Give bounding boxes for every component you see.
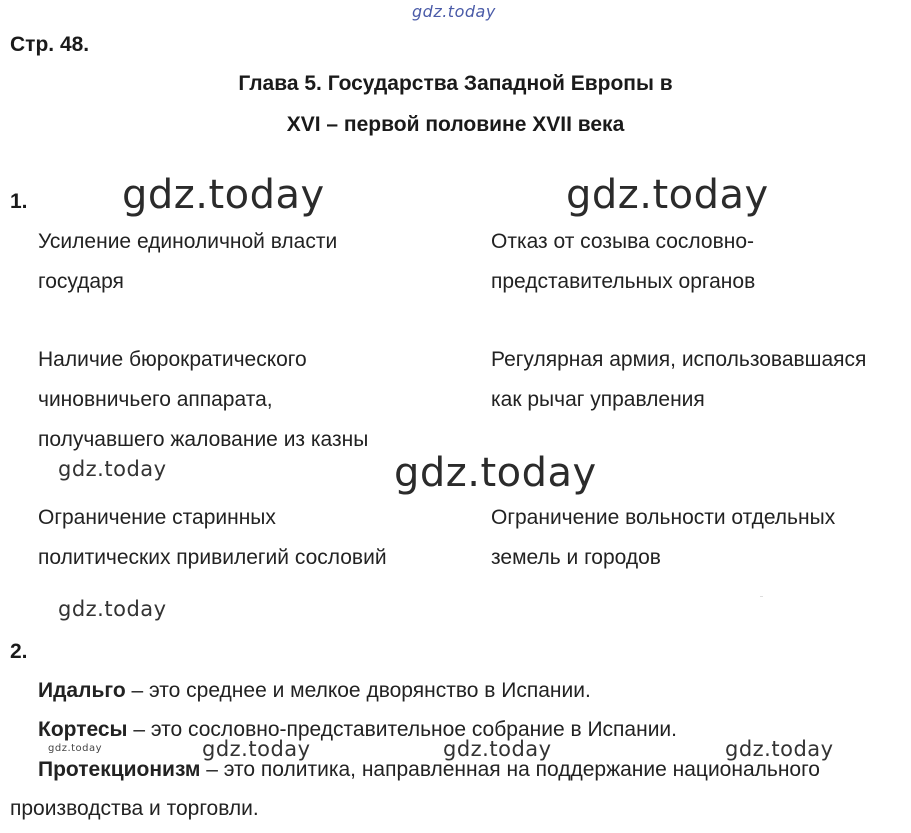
task1-cell <box>491 222 755 302</box>
cell-line: представительных органов <box>491 270 756 293</box>
task2-number: 2. <box>10 640 28 663</box>
watermark-large: gdz.today <box>394 450 597 496</box>
task1-cell <box>38 222 337 302</box>
watermark-medium: gdz.today <box>58 457 167 481</box>
task1-number: 1. <box>10 190 28 213</box>
chapter-title-line1: Глава 5. Государства Западной Европы в <box>238 72 673 95</box>
task1-cell <box>38 340 368 460</box>
watermark-medium: gdz.today <box>58 597 167 621</box>
task1-cell <box>491 498 835 578</box>
definition-term: Кортесы <box>38 718 128 741</box>
cell-line: Усиление единоличной власти <box>38 230 338 253</box>
definition-line <box>38 710 677 750</box>
watermark-large: gdz.today <box>122 172 325 218</box>
watermark-large: gdz.today <box>566 172 769 218</box>
definition-line <box>38 671 591 711</box>
cell-line: как рычаг управления <box>491 388 705 411</box>
cell-line: государя <box>38 270 124 293</box>
definition-term: Протекционизм <box>38 758 201 781</box>
definition-text: – это среднее и мелкое дворянство в Испании. <box>125 679 591 702</box>
watermark-small: gdz.today <box>48 743 103 754</box>
cell-line: чиновничьего аппарата, <box>38 388 273 411</box>
cell-line: получавшего жалование из казны <box>38 428 369 451</box>
definition-text: – это сословно-представительное собрание в Испании. <box>127 718 677 741</box>
page-label: Стр. 48. <box>10 33 90 56</box>
watermark-top: gdz.today <box>412 2 496 21</box>
definition-text: – это политика, направленная на поддержание национального <box>200 758 820 781</box>
chapter-title-line2: XVI – первой половине XVII века <box>286 113 625 136</box>
watermark-medium: gdz.today <box>202 737 311 761</box>
definition-line <box>38 750 820 790</box>
cell-line: политических привилегий сословий <box>38 546 387 569</box>
cell-line: Регулярная армия, использовавшаяся <box>491 348 867 371</box>
cell-line: Наличие бюрократического <box>38 348 307 371</box>
cell-line: Отказ от созыва сословно- <box>491 230 755 253</box>
cell-line: земель и городов <box>491 546 661 569</box>
divider <box>760 596 763 597</box>
watermark-medium: gdz.today <box>725 737 834 761</box>
definition-continuation: производства и торговли. <box>10 797 259 820</box>
task1-cell <box>38 498 387 578</box>
cell-line: Ограничение вольности отдельных <box>491 506 836 529</box>
definition-term: Идальго <box>38 679 126 702</box>
cell-line: Ограничение старинных <box>38 506 276 529</box>
task1-cell <box>491 340 866 420</box>
watermark-medium: gdz.today <box>443 737 552 761</box>
